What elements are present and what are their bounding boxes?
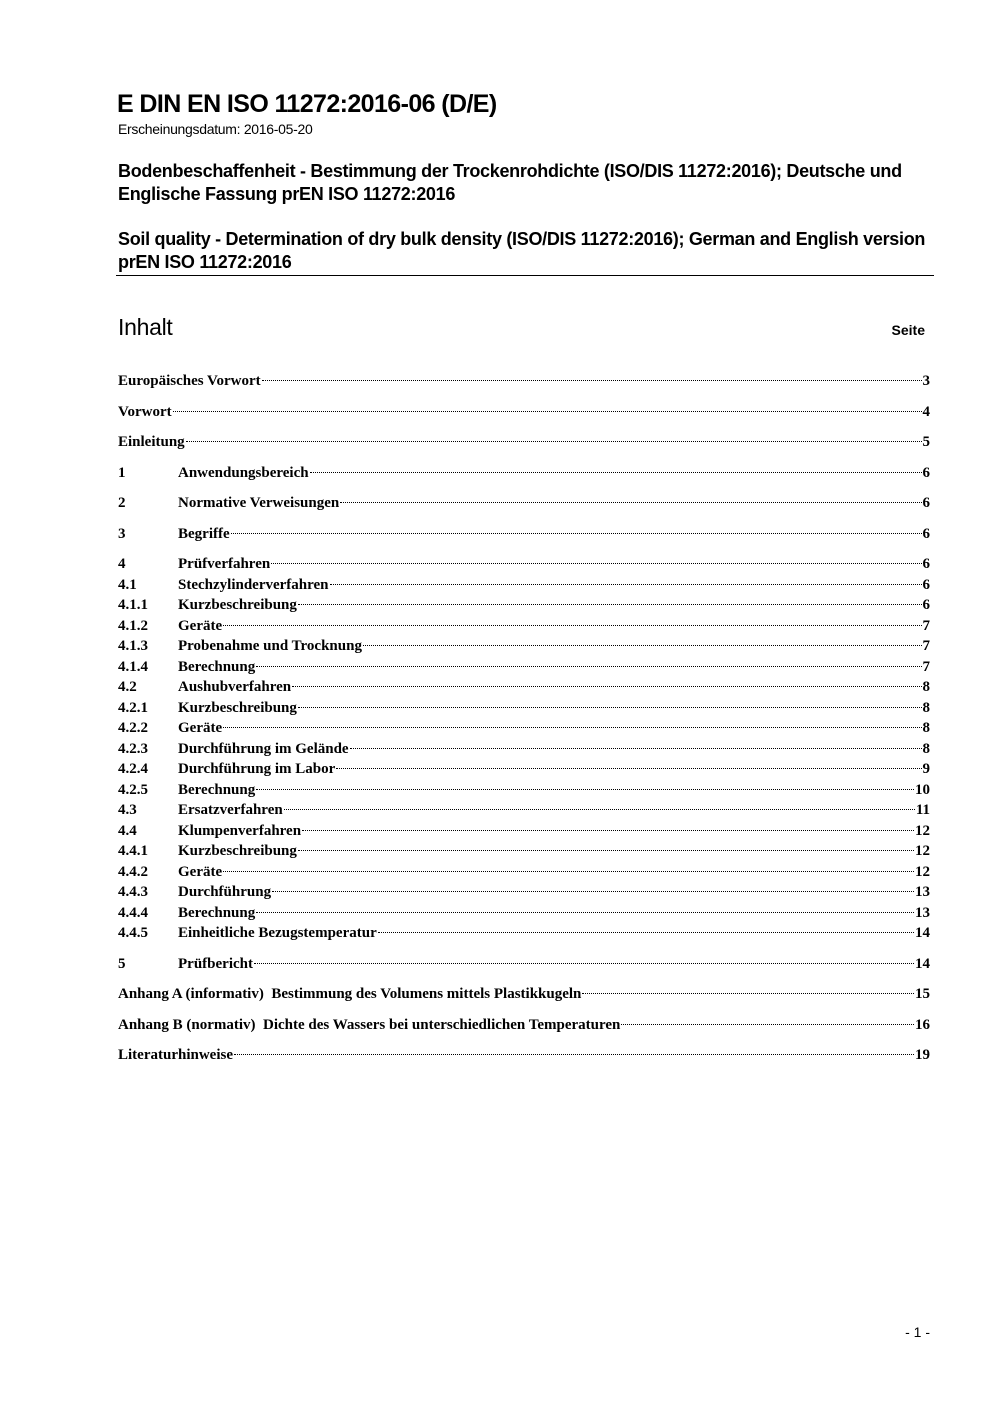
- toc-entry[interactable]: [118, 657, 930, 678]
- dot-leader: [256, 666, 921, 667]
- toc-entry-page: 6: [922, 464, 930, 481]
- toc-entry[interactable]: [118, 616, 930, 637]
- toc-entry-page: 8: [922, 720, 930, 736]
- toc-entry-title: Geräte: [178, 863, 223, 880]
- toc-entry-number: 4.2: [118, 679, 137, 695]
- toc-entry[interactable]: [118, 780, 930, 801]
- toc-entry-page: 7: [922, 638, 930, 654]
- toc-entry-page: 6: [922, 597, 930, 613]
- dot-leader: [310, 472, 922, 473]
- toc-entry[interactable]: [118, 984, 930, 1005]
- toc-entry-number: 4.2.4: [118, 761, 148, 777]
- toc-entry[interactable]: [118, 862, 930, 883]
- publication-date: Erscheinungsdatum: 2016-05-20: [118, 121, 313, 137]
- toc-entry-title: Kurzbeschreibung: [178, 843, 297, 859]
- toc-entry-page: 9: [922, 761, 930, 777]
- toc-entry-title: Einleitung: [118, 434, 185, 450]
- toc-entry-title: Klumpenverfahren: [178, 822, 302, 839]
- dot-leader: [271, 563, 921, 564]
- toc-entry-page: 6: [922, 525, 930, 542]
- toc-entry-title: Aushubverfahren: [178, 679, 292, 695]
- toc-entry-title: Berechnung: [178, 658, 256, 675]
- toc-entry-number: 4.4.3: [118, 884, 148, 900]
- toc-entry-number: 4.2.5: [118, 781, 148, 798]
- toc-entry-number: 4.1: [118, 576, 137, 593]
- dot-leader: [254, 963, 914, 964]
- toc-entry-title: Kurzbeschreibung: [178, 597, 297, 613]
- dot-leader: [621, 1024, 914, 1025]
- dot-leader: [298, 707, 922, 708]
- toc-entry-title: Prüfbericht: [178, 955, 253, 972]
- toc-entry-page: 15: [915, 986, 930, 1002]
- toc-entry-page: 5: [922, 434, 930, 450]
- toc-entry-page: 12: [915, 843, 930, 859]
- dot-leader: [350, 748, 922, 749]
- toc-entry[interactable]: [118, 524, 930, 545]
- toc-entry[interactable]: [118, 554, 930, 575]
- toc-entry[interactable]: [118, 698, 930, 719]
- toc-entry[interactable]: [118, 882, 930, 903]
- toc-entry-number: 4.3: [118, 802, 137, 818]
- toc-entry[interactable]: [118, 636, 930, 657]
- toc-entry-number: 4.2.3: [118, 740, 148, 757]
- toc-entry-page: 16: [915, 1016, 930, 1033]
- toc-entry[interactable]: [118, 432, 930, 453]
- toc-entry-title: Begriffe: [178, 525, 230, 542]
- toc-entry-page: 8: [922, 699, 930, 716]
- toc-entry-title: Normative Verweisungen: [178, 495, 340, 511]
- toc-page-label: Seite: [891, 322, 925, 338]
- title-german: Bodenbeschaffenheit - Bestimmung der Trockenrohdichte (ISO/DIS 11272:2016); Deutsche und Englische Fassung prEN ISO 11272:2016: [118, 161, 902, 204]
- toc-heading: Inhalt: [118, 314, 173, 340]
- dot-leader: [256, 912, 914, 913]
- toc-entry-page: 6: [922, 576, 930, 593]
- toc-entry-title: Durchführung: [178, 884, 272, 900]
- toc-entry-title: Geräte: [178, 720, 223, 736]
- toc-entry-page: 11: [915, 802, 930, 818]
- toc-entry-page: 6: [922, 495, 930, 511]
- toc-entry[interactable]: [118, 954, 930, 975]
- toc-entry-page: 13: [915, 884, 930, 900]
- dot-leader: [256, 789, 914, 790]
- toc-entry-title: Literaturhinweise: [118, 1047, 233, 1063]
- toc-entry-number: 4.4.1: [118, 843, 148, 859]
- toc-entry-page: 7: [922, 617, 930, 634]
- toc-entry[interactable]: [118, 371, 930, 392]
- dot-leader: [223, 871, 914, 872]
- dot-leader: [262, 380, 922, 381]
- toc-entry-page: 7: [922, 658, 930, 675]
- toc-entry-page: 13: [915, 904, 930, 921]
- dot-leader: [336, 768, 921, 769]
- dot-leader: [186, 441, 922, 442]
- dot-leader: [272, 891, 914, 892]
- toc-entry-number: 4.1.1: [118, 597, 148, 613]
- toc-entry[interactable]: [118, 595, 930, 616]
- dot-leader: [378, 932, 914, 933]
- toc-entry[interactable]: [118, 739, 930, 760]
- toc-entry[interactable]: [118, 841, 930, 862]
- dot-leader: [231, 533, 922, 534]
- dot-leader: [284, 809, 915, 810]
- toc-entry-number: 4.2.1: [118, 699, 148, 716]
- header-divider: [116, 275, 934, 276]
- toc-entry-number: 4.2.2: [118, 720, 148, 736]
- toc-entry-number: 2: [118, 495, 126, 511]
- document-id: E DIN EN ISO 11272:2016-06 (D/E): [117, 90, 497, 118]
- toc-entry-title: Anwendungsbereich: [178, 464, 309, 481]
- toc-entry-number: 4.4: [118, 822, 137, 839]
- toc-entry-title: Einheitliche Bezugstemperatur: [178, 925, 377, 941]
- toc-entry-page: 6: [922, 556, 930, 572]
- toc-entry-number: 4.4.5: [118, 925, 148, 941]
- dot-leader: [582, 993, 914, 994]
- dot-leader: [298, 850, 914, 851]
- toc-entry-title: Europäisches Vorwort: [118, 373, 261, 389]
- toc-entry[interactable]: [118, 1015, 930, 1036]
- page-number: - 1 -: [905, 1324, 930, 1340]
- toc-entry-page: 8: [922, 740, 930, 757]
- toc-entry[interactable]: [118, 800, 930, 821]
- toc-entry-number: 4.4.4: [118, 904, 148, 921]
- toc-entry[interactable]: [118, 575, 930, 596]
- dot-leader: [330, 584, 922, 585]
- toc-entry-page: 12: [915, 822, 930, 839]
- toc-entry-page: 10: [915, 781, 930, 798]
- toc-entry-page: 19: [915, 1047, 930, 1063]
- toc-entry[interactable]: [118, 463, 930, 484]
- toc-entry[interactable]: [118, 402, 930, 423]
- toc-entry-page: 12: [915, 863, 930, 880]
- toc-entry[interactable]: [118, 1045, 930, 1066]
- toc-entry[interactable]: [118, 821, 930, 842]
- toc-entry-number: 5: [118, 955, 126, 972]
- toc-entry-title: Probenahme und Trocknung: [178, 638, 362, 654]
- toc-entry-number: 4.1.2: [118, 617, 148, 634]
- toc-entry-title: Geräte: [178, 617, 223, 634]
- toc-entry-title: Stechzylinderverfahren: [178, 576, 329, 593]
- toc-entry-number: 4.1.3: [118, 638, 148, 654]
- dot-leader: [234, 1054, 914, 1055]
- table-of-contents: [118, 371, 930, 1066]
- toc-entry-title: Kurzbeschreibung: [178, 699, 297, 716]
- toc-entry-page: 8: [922, 679, 930, 695]
- dot-leader: [173, 411, 922, 412]
- toc-entry-title: Berechnung: [178, 781, 256, 798]
- dot-leader: [302, 830, 914, 831]
- dot-leader: [340, 502, 921, 503]
- toc-entry[interactable]: [118, 759, 930, 780]
- toc-entry-title: Ersatzverfahren: [178, 802, 283, 818]
- dot-leader: [223, 625, 921, 626]
- toc-entry[interactable]: [118, 677, 930, 698]
- toc-entry-number: 4.1.4: [118, 658, 148, 675]
- toc-entry-number: 1: [118, 464, 126, 481]
- toc-entry-page: 4: [922, 403, 930, 420]
- toc-entry[interactable]: [118, 903, 930, 924]
- toc-entry-page: 14: [915, 925, 930, 941]
- toc-entry[interactable]: [118, 923, 930, 944]
- toc-entry-title: Berechnung: [178, 904, 256, 921]
- toc-entry-page: 14: [915, 955, 930, 972]
- toc-entry-page: 3: [922, 373, 930, 389]
- toc-entry-title: Durchführung im Gelände: [178, 740, 349, 757]
- toc-entry-number: 4: [118, 556, 126, 572]
- toc-entry-title: Prüfverfahren: [178, 556, 271, 572]
- dot-leader: [223, 727, 921, 728]
- toc-entry-number: 3: [118, 525, 126, 542]
- toc-entry-title: Durchführung im Labor: [178, 761, 336, 777]
- title-english: Soil quality - Determination of dry bulk density (ISO/DIS 11272:2016); German and English version prEN ISO 11272:2016: [118, 229, 926, 272]
- dot-leader: [298, 604, 922, 605]
- toc-entry[interactable]: [118, 718, 930, 739]
- dot-leader: [363, 645, 922, 646]
- toc-entry-title: Anhang A (informativ) Bestimmung des Volumens mittels Plastikkugeln: [118, 986, 582, 1002]
- toc-entry[interactable]: [118, 493, 930, 514]
- toc-entry-number: 4.4.2: [118, 863, 148, 880]
- toc-entry-title: Vorwort: [118, 403, 172, 420]
- dot-leader: [292, 686, 921, 687]
- toc-entry-title: Anhang B (normativ) Dichte des Wassers bei unterschiedlichen Temperaturen: [118, 1016, 621, 1033]
